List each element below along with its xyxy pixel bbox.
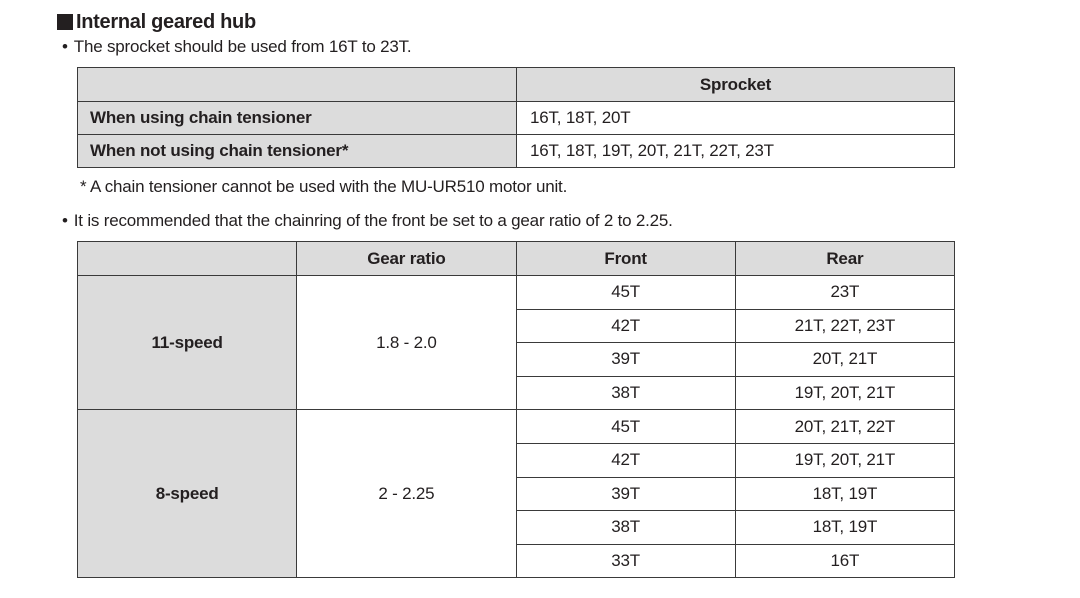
rear-cell: 21T, 22T, 23T	[735, 309, 954, 343]
speed-cell: 11-speed	[78, 276, 297, 410]
rear-cell: 19T, 20T, 21T	[735, 443, 954, 477]
footnote: * A chain tensioner cannot be used with the MU-UR510 motor unit.	[80, 177, 568, 196]
ratio-cell: 2 - 2.25	[297, 410, 516, 578]
bullet-dot-icon: •	[62, 37, 68, 56]
table-row	[78, 135, 955, 168]
row-label: When not using chain tensioner*	[78, 135, 517, 168]
rear-cell: 19T, 20T, 21T	[735, 376, 954, 410]
section-heading	[57, 8, 256, 36]
gear-ratio-table	[77, 241, 955, 578]
front-cell: 39T	[516, 477, 735, 511]
front-cell: 42T	[516, 309, 735, 343]
row-label: When using chain tensioner	[78, 102, 517, 135]
rear-cell: 23T	[735, 276, 954, 310]
speed-cell: 8-speed	[78, 410, 297, 578]
table-row	[78, 102, 955, 135]
rear-header: Rear	[735, 242, 954, 276]
bullet-gear-ratio	[62, 210, 673, 232]
square-bullet-icon	[57, 14, 73, 30]
front-cell: 33T	[516, 544, 735, 578]
table-header-row	[78, 242, 955, 276]
bullet-dot-icon: •	[62, 211, 68, 230]
ratio-cell: 1.8 - 2.0	[297, 276, 516, 410]
front-header: Front	[516, 242, 735, 276]
front-cell: 38T	[516, 511, 735, 545]
table-row	[78, 276, 955, 310]
rear-cell: 20T, 21T	[735, 343, 954, 377]
table-header-row	[78, 68, 955, 102]
rear-cell: 16T	[735, 544, 954, 578]
front-cell: 45T	[516, 276, 735, 310]
row-value: 16T, 18T, 19T, 20T, 21T, 22T, 23T	[517, 135, 955, 168]
gear-ratio-header: Gear ratio	[297, 242, 516, 276]
front-cell: 42T	[516, 443, 735, 477]
table-row	[78, 410, 955, 444]
bullet-sprocket-range	[62, 36, 411, 58]
sprocket-table	[77, 67, 955, 168]
rear-cell: 18T, 19T	[735, 511, 954, 545]
rear-cell: 18T, 19T	[735, 477, 954, 511]
bullet-text: It is recommended that the chainring of the front be set to a gear ratio of 2 to 2.25.	[73, 211, 673, 230]
front-cell: 39T	[516, 343, 735, 377]
heading-text: Internal geared hub	[76, 11, 256, 33]
empty-header-cell	[78, 68, 517, 102]
front-cell: 45T	[516, 410, 735, 444]
bullet-text: The sprocket should be used from 16T to 23T.	[73, 37, 412, 56]
empty-header-cell	[78, 242, 297, 276]
front-cell: 38T	[516, 376, 735, 410]
rear-cell: 20T, 21T, 22T	[735, 410, 954, 444]
sprocket-header: Sprocket	[517, 68, 955, 102]
row-value: 16T, 18T, 20T	[517, 102, 955, 135]
